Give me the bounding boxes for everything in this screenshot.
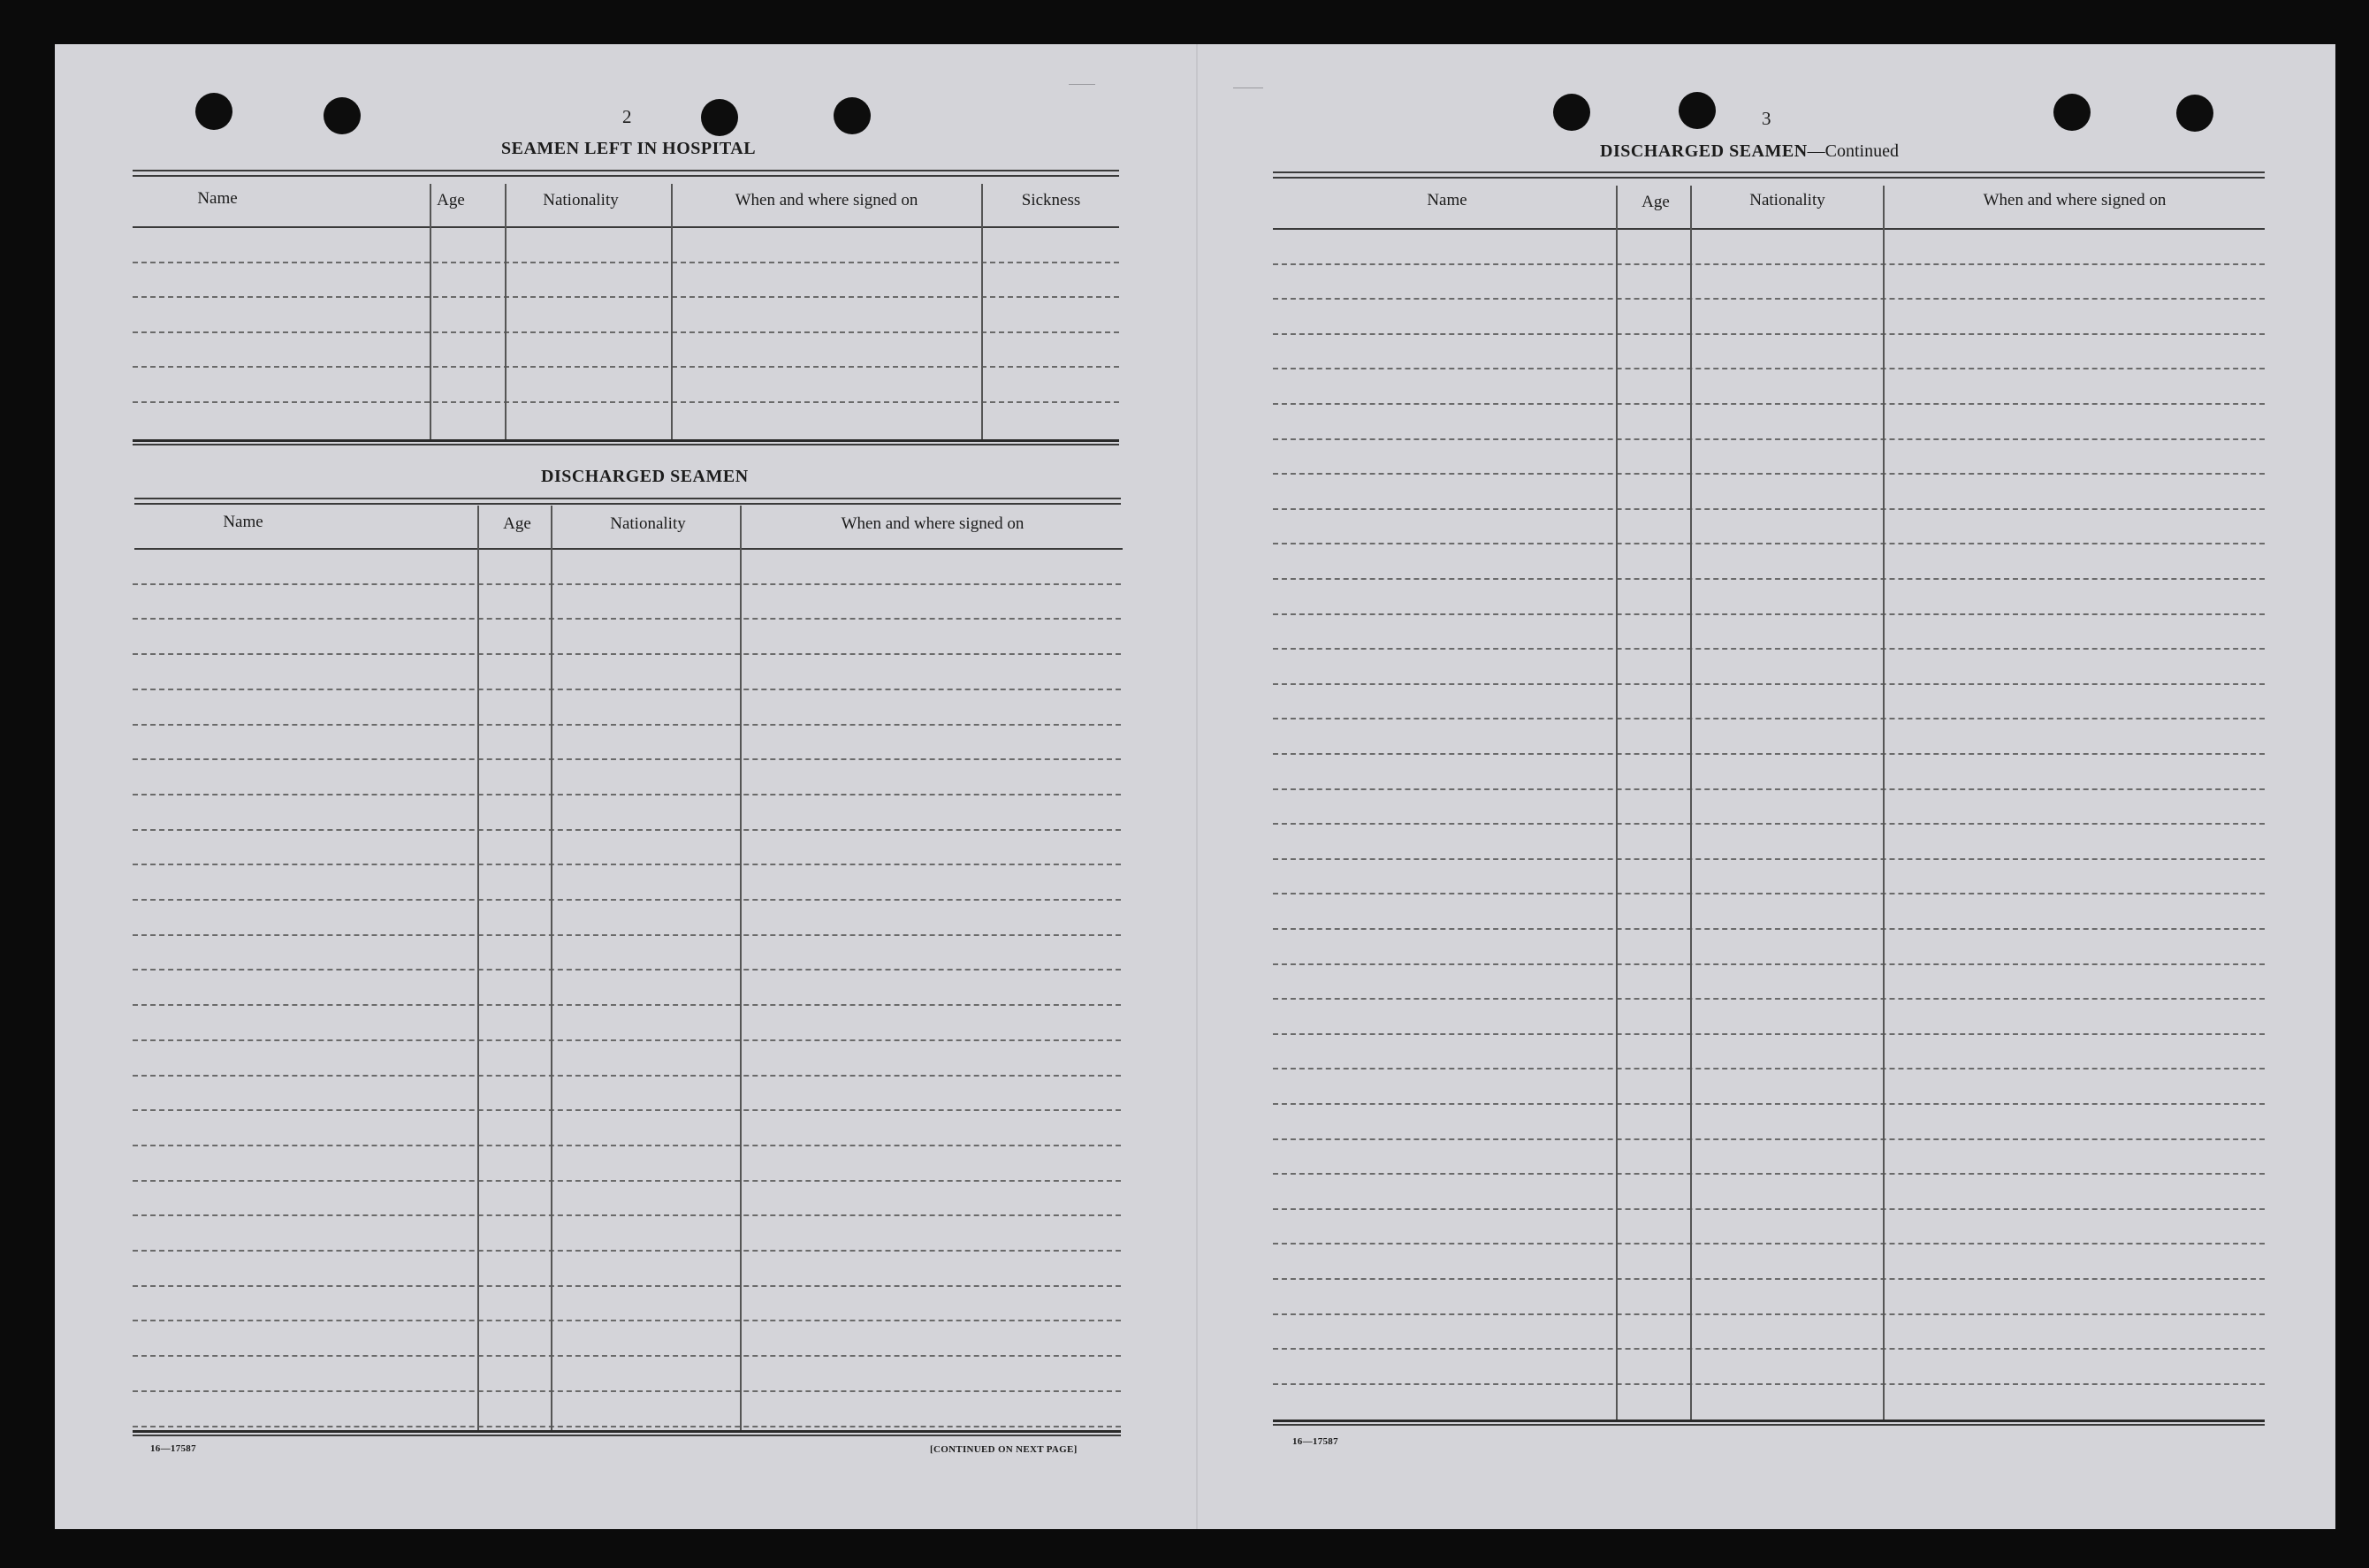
table-rule (1273, 177, 2265, 179)
col-header-nationality: Nationality (543, 191, 619, 209)
ruled-line (1273, 963, 2265, 965)
ruled-line (133, 934, 1121, 936)
col-header-signed-on: When and where signed on (735, 191, 918, 209)
table-rule (1273, 171, 2265, 173)
ruled-line (133, 724, 1121, 726)
ruled-line (1273, 333, 2265, 335)
col-header-nationality: Nationality (1749, 191, 1825, 209)
col-header-age: Age (437, 191, 465, 209)
table-rule (134, 503, 1121, 505)
discharged-continued-title (1600, 141, 1899, 162)
table-bottom-rule (1273, 1424, 2265, 1426)
table-rule (133, 175, 1119, 177)
ruled-line (1273, 893, 2265, 894)
ruled-line (1273, 788, 2265, 790)
col-header-age: Age (503, 514, 531, 533)
ruled-line (133, 1214, 1121, 1216)
ruled-line (133, 864, 1121, 865)
col-header-nationality: Nationality (610, 514, 686, 533)
ruled-line (133, 1390, 1121, 1392)
ruled-line (1273, 508, 2265, 510)
col-header-signed-on: When and where signed on (841, 514, 1025, 533)
ruled-line (133, 1075, 1121, 1077)
ruled-line (133, 296, 1119, 298)
punch-hole (701, 99, 738, 136)
ruled-line (1273, 298, 2265, 300)
ruled-line (1273, 263, 2265, 265)
ruled-line (133, 899, 1121, 901)
ruled-line (133, 653, 1121, 655)
ruled-line (1273, 473, 2265, 475)
ruled-line (1273, 1033, 2265, 1035)
ruled-line (1273, 1138, 2265, 1140)
col-header-signed-on: When and where signed on (1983, 191, 2167, 209)
ruled-line (1273, 1383, 2265, 1385)
table-bottom-rule (133, 1430, 1121, 1433)
ruled-line (133, 1109, 1121, 1111)
table-bottom-rule (1273, 1420, 2265, 1422)
table-bottom-rule (133, 439, 1119, 442)
ruled-line (1273, 543, 2265, 544)
hospital-section-title: SEAMEN LEFT IN HOSPITAL (501, 139, 757, 158)
page-number: 3 (1762, 108, 1771, 129)
ruled-line (1273, 718, 2265, 719)
continued-note: [CONTINUED ON NEXT PAGE] (930, 1444, 1078, 1455)
ruled-line (1273, 1278, 2265, 1280)
ruled-line (133, 1285, 1121, 1287)
form-number: 16—17587 (150, 1443, 196, 1454)
ruled-line (1273, 578, 2265, 580)
ruled-line (1273, 368, 2265, 369)
ruled-line (1273, 1173, 2265, 1175)
ruled-line (133, 689, 1121, 690)
column-divider (430, 184, 431, 439)
ruled-line (133, 618, 1121, 620)
ruled-line (133, 794, 1121, 795)
ruled-line (1273, 438, 2265, 440)
ruled-line (133, 758, 1121, 760)
ruled-line (133, 829, 1121, 831)
ruled-line (133, 1039, 1121, 1041)
column-divider (1883, 186, 1885, 1420)
col-header-name: Name (1427, 191, 1467, 209)
table-rule (134, 498, 1121, 499)
column-divider (1690, 186, 1692, 1420)
punch-hole (834, 97, 871, 134)
page-number: 2 (622, 106, 632, 127)
ruled-line (133, 1250, 1121, 1252)
punch-hole (324, 97, 361, 134)
discharged-section-title: DISCHARGED SEAMEN (541, 467, 749, 486)
ruled-line (1273, 683, 2265, 685)
ruled-line (133, 1180, 1121, 1182)
header-rule (1273, 228, 2265, 230)
ruled-line (1273, 403, 2265, 405)
ruled-line (1273, 613, 2265, 615)
column-divider (740, 506, 742, 1430)
ruled-line (1273, 1313, 2265, 1315)
column-divider (1616, 186, 1618, 1420)
column-divider (981, 184, 983, 439)
ruled-line (133, 366, 1119, 368)
ruled-line (133, 331, 1119, 333)
ruled-line (1273, 928, 2265, 930)
punch-hole (1553, 94, 1590, 131)
ruled-line (1273, 648, 2265, 650)
ruled-line (133, 262, 1119, 263)
ruled-line (133, 1004, 1121, 1006)
column-divider (505, 184, 507, 439)
ruled-line (1273, 823, 2265, 825)
table-bottom-rule (133, 444, 1119, 445)
ruled-line (1273, 1068, 2265, 1069)
column-divider (671, 184, 673, 439)
page-fold (1196, 44, 1198, 1529)
ruled-line (133, 401, 1119, 403)
table-rule (133, 170, 1119, 171)
header-rule (134, 548, 1123, 550)
ruled-line (1273, 753, 2265, 755)
ruled-line (1273, 1348, 2265, 1350)
punch-hole (2053, 94, 2091, 131)
punch-hole (2176, 95, 2213, 132)
col-header-name: Name (197, 189, 238, 208)
ruled-line (133, 969, 1121, 970)
header-rule (133, 226, 1119, 228)
ruled-line (133, 583, 1121, 585)
col-header-sickness: Sickness (1021, 191, 1081, 209)
column-divider (477, 506, 479, 1430)
ruled-line (1273, 858, 2265, 860)
ruled-line (133, 1320, 1121, 1321)
column-divider (551, 506, 552, 1430)
punch-hole (195, 93, 232, 130)
ruled-line (1273, 1243, 2265, 1245)
table-bottom-rule (133, 1435, 1121, 1436)
ruled-line (1273, 1103, 2265, 1105)
punch-hole (1679, 92, 1716, 129)
form-number: 16—17587 (1292, 1436, 1338, 1447)
col-header-name: Name (223, 513, 263, 531)
ruled-line (133, 1355, 1121, 1357)
col-header-age: Age (1642, 193, 1670, 211)
bleed-mark (1069, 84, 1095, 85)
ruled-line (133, 1426, 1121, 1427)
ruled-line (1273, 998, 2265, 1000)
title-suffix: —Continued (1807, 141, 1899, 161)
document-scan (55, 44, 2335, 1529)
ruled-line (133, 1145, 1121, 1146)
title-main: DISCHARGED SEAMEN (1600, 141, 1808, 161)
ruled-line (1273, 1208, 2265, 1210)
